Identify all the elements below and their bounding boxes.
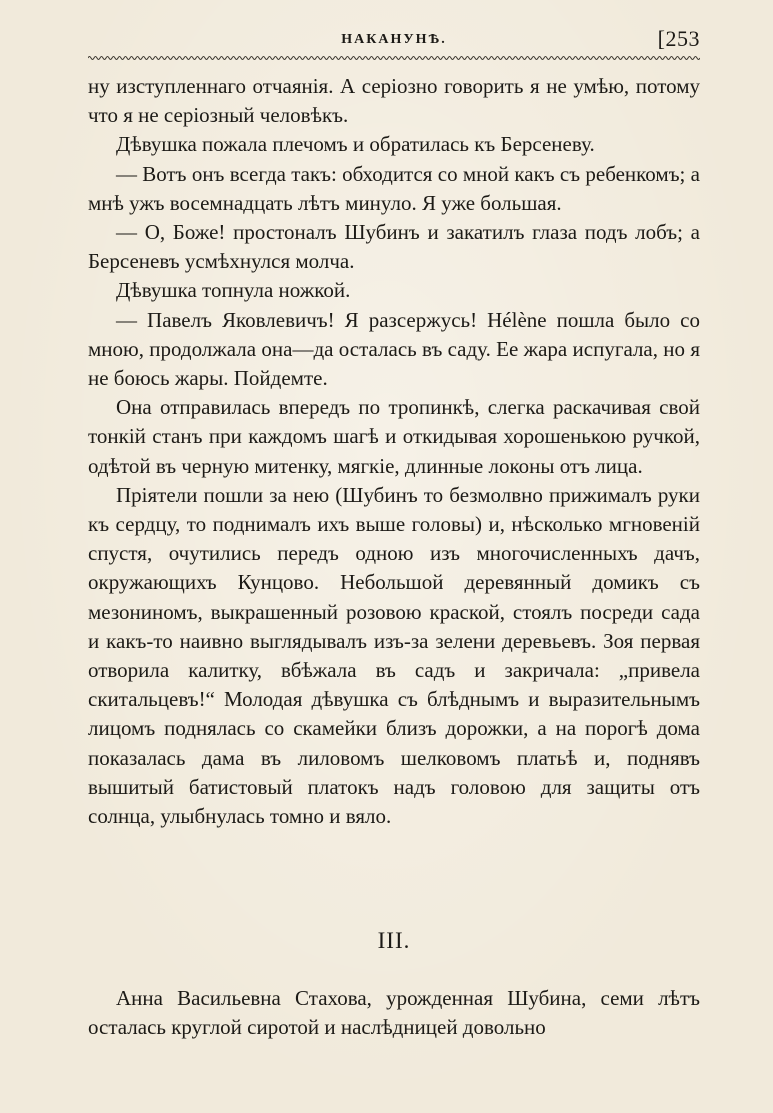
paragraph-3: — Вотъ онъ всегда такъ: обходится со мной какъ съ ребенкомъ; а мнѣ ужъ восемнадцать лѣтъ минуло. Я уже большая. [88,161,700,215]
header-wavy-rule [88,54,700,62]
chapter-heading: III. [377,928,411,953]
paragraph-4: — О, Боже! простоналъ Шубинъ и закатилъ глаза подъ лобъ; а Берсеневъ усмѣхнулся молча. [88,220,700,274]
paragraph-1: ну изступленнаго отчаянія. А серіозно говорить я не умѣю, потому что я не серіозный человѣкъ. [88,74,700,128]
page-number: [253 [657,26,700,51]
paragraph-7: Она отправилась впередъ по тропинкѣ, слегка раскачивая свой тонкій станъ при каждомъ шагѣ и откидывая хорошенькою ручкой, одѣтой въ черную митенку, мягкіе, длинные локоны отъ лица. [88,395,700,478]
paragraph-2: Дѣвушка пожала плечомъ и обратилась къ Берсеневу. [116,132,595,157]
chapter-opening [88,984,700,1042]
paragraph-6: — Павелъ Яковлевичъ! Я разсержусь! Hélène пошла было со мною, продолжала она—да осталась въ саду. Ее жара испугала, но я не боюсь жары. Пойдемте. [88,307,700,391]
paragraph-chapter-start: Анна Васильевна Стахова, урожденная Шубина, семи лѣтъ осталась круглой сиротой и наслѣдницей довольно [88,986,700,1040]
running-title: НАКАНУНѢ. [341,32,447,47]
paragraph-8: Пріятели пошли за нею (Шубинъ то безмолвно прижималъ руки къ сердцу, то поднималъ ихъ выше головы) и, нѣсколько мгновеній спустя, очутились передъ одною изъ многочисленныхъ дачъ, окружающихъ Кунцово. Небольшой деревянный домикъ съ мезониномъ, выкрашенный розовою краской, стоялъ посреди сада и какъ-то наивно выглядывалъ изъ-за зелени деревьевъ. Зоя первая отворила калитку, вбѣжала въ садъ и закричала: „привела скитальцевъ!“ Молодая дѣвушка съ блѣднымъ и выразительнымъ лицомъ поднялась со скамейки близъ дорожки, а на порогѣ дома показалась дама въ лиловомъ шелковомъ платьѣ и, поднявъ вышитый батистовый платокъ надъ головою для защиты отъ солнца, улыбнулась томно и вяло. [88,482,700,829]
running-head [88,28,700,54]
main-text [88,72,700,831]
paragraph-5: Дѣвушка топнула ножкой. [116,278,351,303]
